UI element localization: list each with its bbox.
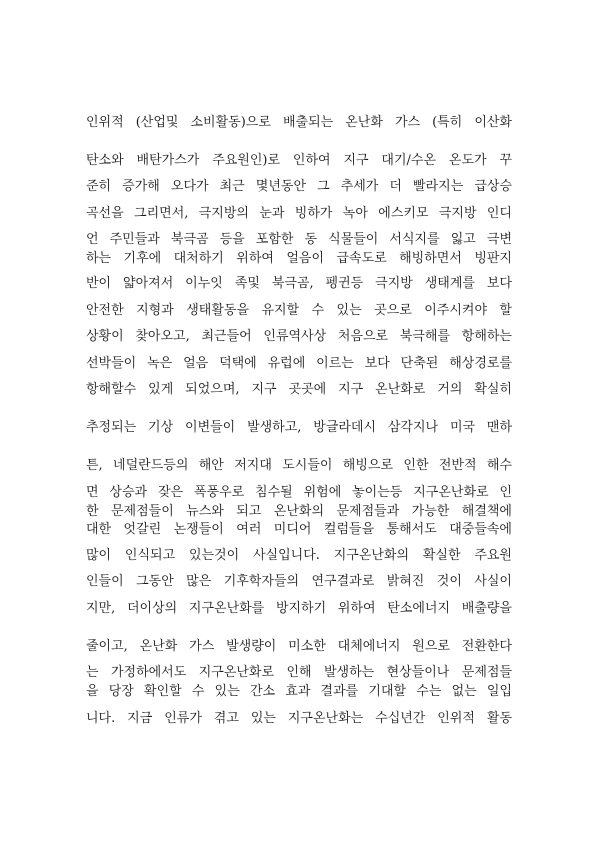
text-line: 니다. 지금 인류가 겪고 있는 지구온난화는 수십년간 인위적 활동 (86, 711, 512, 726)
text-line: 지만, 더이상의 지구온난화를 방지하기 위하여 탄소에너지 배출량을 (86, 601, 512, 616)
text-line: 면 상승과 잦은 폭풍우로 침수될 위험에 놓이는등 지구온난화로 인 (86, 485, 512, 500)
text-line: 상황이 찾아오고, 최근들어 인류역사상 처음으로 북극해를 항해하는 (86, 329, 512, 344)
text-line: 는 가정하에서도 지구온난화로 인해 발생하는 현상들이나 문제점들 (86, 665, 512, 680)
text-line: 추정되는 기상 이변들이 발생하고, 방글라데시 삼각지나 미국 맨하 (86, 420, 512, 435)
text-line: 언 주민들과 북극곰 등을 포함한 동 식물들이 서식지를 잃고 극변 (86, 232, 512, 247)
text-line: 곡선을 그리면서, 극지방의 눈과 빙하가 녹아 에스키모 극지방 인디 (86, 206, 512, 221)
text-line: 많이 인식되고 있는것이 사실입니다. 지구온난화의 확실한 주요원 (86, 548, 512, 563)
text-line: 튼, 네덜란드등의 해안 저지대 도시들이 해빙으로 인한 전반적 해수 (86, 458, 512, 473)
text-line: 줄이고, 온난화 가스 발생량이 미소한 대체에너지 원으로 전환한다 (86, 639, 512, 654)
text-line: 선박들이 녹은 얼음 덕택에 유럽에 이르는 보다 단축된 해상경로를 (86, 356, 512, 371)
text-line: 인위적 (산업및 소비활동)으로 배출되는 온난화 가스 (특히 이산화 (86, 115, 512, 130)
text-line: 을 당장 확인할 수 있는 간소 효과 결과를 기대할 수는 없는 일입 (86, 684, 512, 699)
text-line: 대한 엇갈린 논쟁들이 여러 미디어 컬럼들을 통해서도 대중들속에 (86, 522, 512, 537)
text-line: 하는 기후에 대처하기 위하여 얼음이 급속도로 해빙하면서 빙판지 (86, 251, 512, 266)
text-line: 준히 증가해 오다가 최근 몇년동안 그 추세가 더 빨라지는 급상승 (86, 179, 512, 194)
text-line: 안전한 지형과 생태활동을 유지할 수 있는 곳으로 이주시켜야 할 (86, 303, 512, 318)
text-line: 반이 얇아져서 이누잇 족및 북극곰, 펭귄등 극지방 생태계를 보다 (86, 276, 512, 291)
text-line: 탄소와 배탄가스가 주요원인)로 인하여 지구 대기/수온 온도가 꾸 (86, 153, 512, 168)
text-line: 한 문제점들이 뉴스와 되고 온난화의 문제점들과 가능한 해결책에 (86, 504, 512, 519)
text-line: 항해할수 있게 되었으며, 지구 곳곳에 지구 온난화로 거의 확실히 (86, 382, 512, 397)
text-line: 인들이 그동안 많은 기후학자들의 연구결과로 밝혀진 것이 사실이 (86, 574, 512, 589)
